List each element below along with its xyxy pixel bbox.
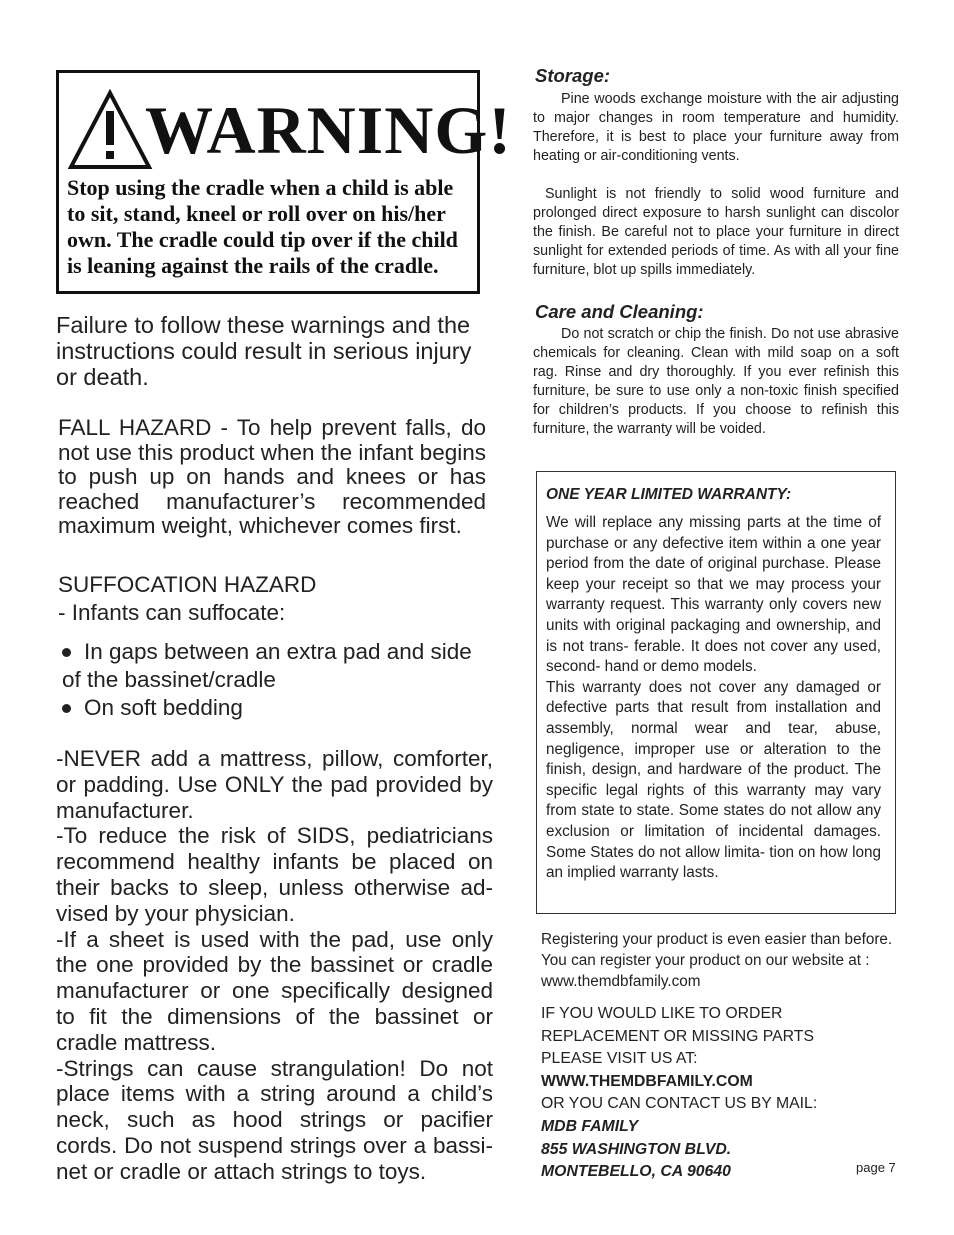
order-parts-info — [541, 1003, 901, 1184]
website-link[interactable]: WWW.THEMDBFAMILY.COM — [541, 1072, 753, 1090]
sheet-text: -If a sheet is used with the pad, use only the one provided by the bassinet or cradle manufacturer or one specifically designed to fit the dimensions of the bassinet or cradle mattress. — [56, 926, 493, 1055]
suffocation-bullet-list — [62, 638, 492, 722]
strings-text: -Strings can cause strangulation! Do not place items with a string around a child’s neck, such as hood strings or pacifier cords. Do not suspend strings over a bassi- net or cradle or attach strings to toys. — [56, 1055, 493, 1184]
registration-text: Registering your product is even easier than before. You can register your product on our website at : www.themdbfamily.com — [541, 931, 893, 990]
bullet-icon — [62, 648, 71, 657]
warning-text: Stop using the cradle when a child is able to sit, stand, kneel or roll over on his/her own. The cradle could tip over if the child is leaning against the rails of the cradle. — [67, 175, 458, 278]
list-item: of the bassinet/cradle — [62, 667, 276, 692]
safety-instructions — [56, 746, 493, 1185]
warranty-title: ONE YEAR LIMITED WARRANTY: — [546, 486, 792, 503]
street-address: 855 WASHINGTON BLVD. — [541, 1140, 732, 1158]
warranty-body — [546, 513, 881, 884]
order-line: IF YOU WOULD LIKE TO ORDER — [541, 1005, 783, 1022]
order-line: PLEASE VISIT US AT: — [541, 1050, 698, 1068]
warning-title: WARNING! — [145, 92, 512, 168]
care-heading: Care and Cleaning: — [535, 301, 704, 322]
company-name: MDB FAMILY — [541, 1117, 639, 1135]
care-paragraph: Do not scratch or chip the finish. Do not use abrasive chemicals for cleaning. Clean with mild soap on a soft rag. Rinse and dry thoroughly. If you ever refinish this furniture, be sure to use only a non-toxic finish specified for children’s products. If you choose to refinish this furniture, the warranty will be voided. — [533, 326, 899, 437]
sids-text: -To reduce the risk of SIDS, pediatricians recommend healthy infants be placed on their backs to sleep, unless otherwise ad- vised by your physician. — [56, 823, 493, 926]
storage-paragraph-1: Pine woods exchange moisture with the air adjusting to major changes in room temperature and humidity. Therefore, it is best to place your furniture away from heating or air-conditioning vents. — [533, 91, 899, 164]
fall-hazard-text: FALL HAZARD - To help prevent falls, do not use this product when the infant begins to push up on hands and knees or has reached manufacturer’s recommended maximum weight, whichever comes first. — [58, 415, 486, 538]
suffocation-hazard-subtitle: - Infants can suffocate: — [58, 600, 286, 625]
storage-heading: Storage: — [535, 65, 611, 86]
warning-header — [67, 89, 512, 171]
suffocation-hazard-title: SUFFOCATION HAZARD — [58, 572, 317, 597]
page-number: page 7 — [856, 1160, 896, 1175]
bullet-icon — [62, 704, 71, 713]
failure-warning: Failure to follow these warnings and the instructions could result in serious injury or death. — [56, 312, 472, 390]
city-address: MONTEBELLO, CA 90640 — [541, 1163, 731, 1181]
warranty-paragraph: We will replace any missing parts at the time of purchase or any defective item within a one year period from the date of original purchase. Please keep your receipt so that we may process your warranty request. This warranty only covers new units with original packaging and ownership, and is not trans- ferable. It does not cover any used, second- hand or demo models. — [546, 514, 881, 676]
list-item: On soft bedding — [62, 694, 492, 722]
warning-box — [56, 70, 512, 294]
storage-paragraph-2: Sunlight is not friendly to solid wood furniture and prolonged direct exposure to harsh sunlight can discolor the finish. Be careful not to place your furniture in direct sunlight for extended periods of time. As with all your fine furniture, blot up spills immediately. — [533, 186, 899, 278]
warranty-box — [536, 471, 896, 914]
warning-triangle-icon — [67, 89, 153, 171]
never-add-mattress-text: -NEVER add a mattress, pillow, comforter, or padding. Use ONLY the pad provided by manufacturer. — [56, 746, 493, 823]
mail-intro: OR YOU CAN CONTACT US BY MAIL: — [541, 1095, 818, 1113]
order-line: REPLACEMENT OR MISSING PARTS — [541, 1027, 814, 1045]
list-item: In gaps between an extra pad and side — [62, 638, 492, 666]
warranty-paragraph: This warranty does not cover any damaged or defective parts that result from installation and assembly, normal wear and tear, abuse, negligence, improper use or alteration to the finish, design, and hardware of the product. The specific legal rights of this warranty may vary from state to state. Some states do not allow any exclusion or limitation of incidental damages. Some States do not allow limita- tion on how long an implied warranty lasts. — [546, 678, 881, 882]
